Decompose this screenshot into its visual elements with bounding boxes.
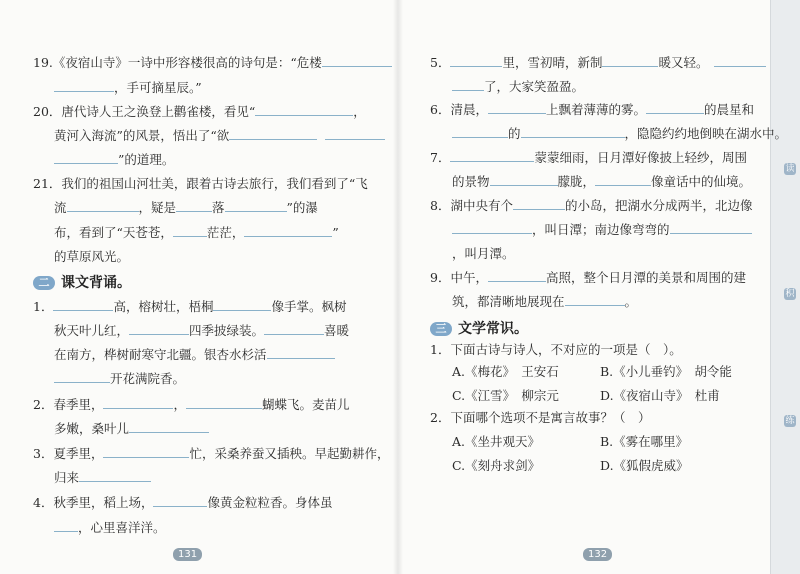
blank: [595, 174, 651, 186]
k1-option-a[interactable]: A.《梅花》 王安石: [452, 364, 559, 379]
side-tab-3: 练: [785, 416, 795, 426]
k1-option-b[interactable]: B.《小儿垂钓》 胡令能: [600, 364, 732, 379]
blank: [54, 520, 78, 532]
blank: [264, 323, 324, 335]
blank: [488, 270, 546, 282]
blank: [452, 79, 484, 91]
r5-line1: 5． 里，雪初晴，新制 暖又轻。: [430, 55, 766, 71]
section-title: 文学常识。: [458, 321, 528, 337]
blank: [103, 397, 173, 409]
blank: [213, 299, 271, 311]
section-title: 课文背诵。: [61, 275, 131, 291]
k2-option-b[interactable]: B.《雾在哪里》: [600, 434, 689, 449]
r5-line2: 了，大家笑盈盈。: [452, 79, 584, 95]
book-gutter: [393, 0, 403, 574]
q19-line1: 19.《夜宿山寺》一诗中形容楼很高的诗句是：“危楼: [33, 55, 392, 71]
q21-line3: 布，看到了“天苍苍， 茫茫， ”: [54, 225, 339, 240]
q19-line2: ，手可摘星辰。”: [54, 80, 202, 96]
blank: [54, 371, 110, 383]
r2-line1: 2．春季里， ， 蝴蝶飞。麦苗儿: [33, 397, 350, 412]
r8-line2: ，叫日潭；南边像弯弯的: [452, 222, 752, 238]
section-literature: [430, 318, 528, 338]
blank: [173, 225, 207, 237]
q20-line3: ”的道理。: [54, 152, 174, 168]
r1-line3: 在南方，桦树耐寒守北疆。银杏水杉活: [54, 347, 335, 363]
q21-line4: 的草原风光。: [54, 249, 130, 264]
blank: [54, 80, 114, 92]
blank: [670, 222, 752, 234]
blank: [103, 446, 189, 458]
blank: [521, 126, 625, 138]
side-tab-2: 积: [785, 289, 795, 299]
page-number: 132: [583, 548, 612, 561]
q21-line1: 21．我们的祖国山河壮美，跟着古诗去旅行，我们看到了“飞: [33, 176, 368, 191]
r8-line3: ，叫月潭。: [452, 246, 515, 261]
blank: [646, 102, 704, 114]
r1-line4: 开花满院香。: [54, 371, 185, 387]
blank: [186, 397, 262, 409]
section-recitation: [33, 272, 131, 292]
blank: [714, 55, 766, 67]
q20-line1: 20．唐代诗人王之涣登上鹳雀楼，看见“ ，: [33, 104, 366, 119]
q20-line2: 黄河入海流”的风景，悟出了“欲: [54, 128, 385, 144]
blank: [129, 323, 189, 335]
page-edge-strip: [770, 0, 800, 574]
blank: [129, 421, 209, 433]
blank: [450, 150, 534, 162]
section-number-icon: 三: [430, 322, 452, 336]
k1-option-c[interactable]: C.《江雪》 柳宗元: [452, 388, 559, 403]
r1-line2: 秋天叶儿红， 四季披绿装。 喜暖: [54, 323, 350, 338]
k2-question: 2．下面哪个选项不是寓言故事？（ ）: [430, 410, 651, 425]
blank: [229, 128, 317, 140]
r6-line2: 的 ，隐隐约约地倒映在湖水中。: [452, 126, 787, 142]
blank: [602, 55, 658, 67]
r4-line2: ，心里喜洋洋。: [54, 520, 166, 536]
k2-option-d[interactable]: D.《狐假虎威》: [600, 458, 689, 473]
r3-line1: 3．夏季里， 忙，采桑养蚕又插秧。早起勤耕作，: [33, 446, 390, 461]
blank: [153, 495, 207, 507]
blank: [53, 299, 113, 311]
r7-line1: 7． 蒙蒙细雨，日月潭好像披上轻纱，周围: [430, 150, 747, 165]
page-number: 131: [173, 548, 202, 561]
side-tab-1: 读: [785, 164, 795, 174]
r3-line2: 归来: [54, 470, 151, 486]
blank: [79, 470, 151, 482]
blank: [322, 55, 392, 67]
k1-question: 1．下面古诗与诗人，不对应的一项是（ ）。: [430, 342, 682, 357]
blank: [490, 174, 558, 186]
k1-option-d[interactable]: D.《夜宿山寺》 杜甫: [600, 388, 720, 403]
k2-option-a[interactable]: A.《坐井观天》: [452, 434, 541, 449]
blank: [67, 200, 139, 212]
blank: [565, 294, 625, 306]
r9-line2: 筑，都清晰地展现在 。: [452, 294, 638, 309]
r9-line1: 9．中午， 高照，整个日月潭的美景和周围的建: [430, 270, 746, 285]
blank: [225, 200, 287, 212]
blank: [244, 225, 332, 237]
blank: [54, 152, 118, 164]
blank: [452, 126, 508, 138]
section-number-icon: 二: [33, 276, 55, 290]
q21-line2: 流 ，疑是 落 ”的瀑: [54, 200, 318, 215]
blank: [176, 200, 212, 212]
blank: [267, 347, 335, 359]
blank: [452, 222, 532, 234]
r6-line1: 6．清晨， 上飘着薄薄的雾。 的晨星和: [430, 102, 754, 117]
r1-line1: 1． 高，榕树壮，梧桐 像手掌。枫树: [33, 299, 347, 314]
r4-line1: 4．秋季里，稻上场， 像黄金粒粒香。身体虽: [33, 495, 333, 510]
k2-option-c[interactable]: C.《刻舟求剑》: [452, 458, 541, 473]
blank: [488, 102, 546, 114]
blank: [513, 198, 565, 210]
blank: [450, 55, 502, 67]
r2-line2: 多嫩，桑叶儿: [54, 421, 209, 437]
r8-line1: 8．湖中央有个 的小岛，把湖水分成两半，北边像: [430, 198, 753, 213]
blank: [325, 128, 385, 140]
r7-line2: 的景物 朦胧， 像童话中的仙境。: [452, 174, 752, 189]
blank: [255, 104, 353, 116]
